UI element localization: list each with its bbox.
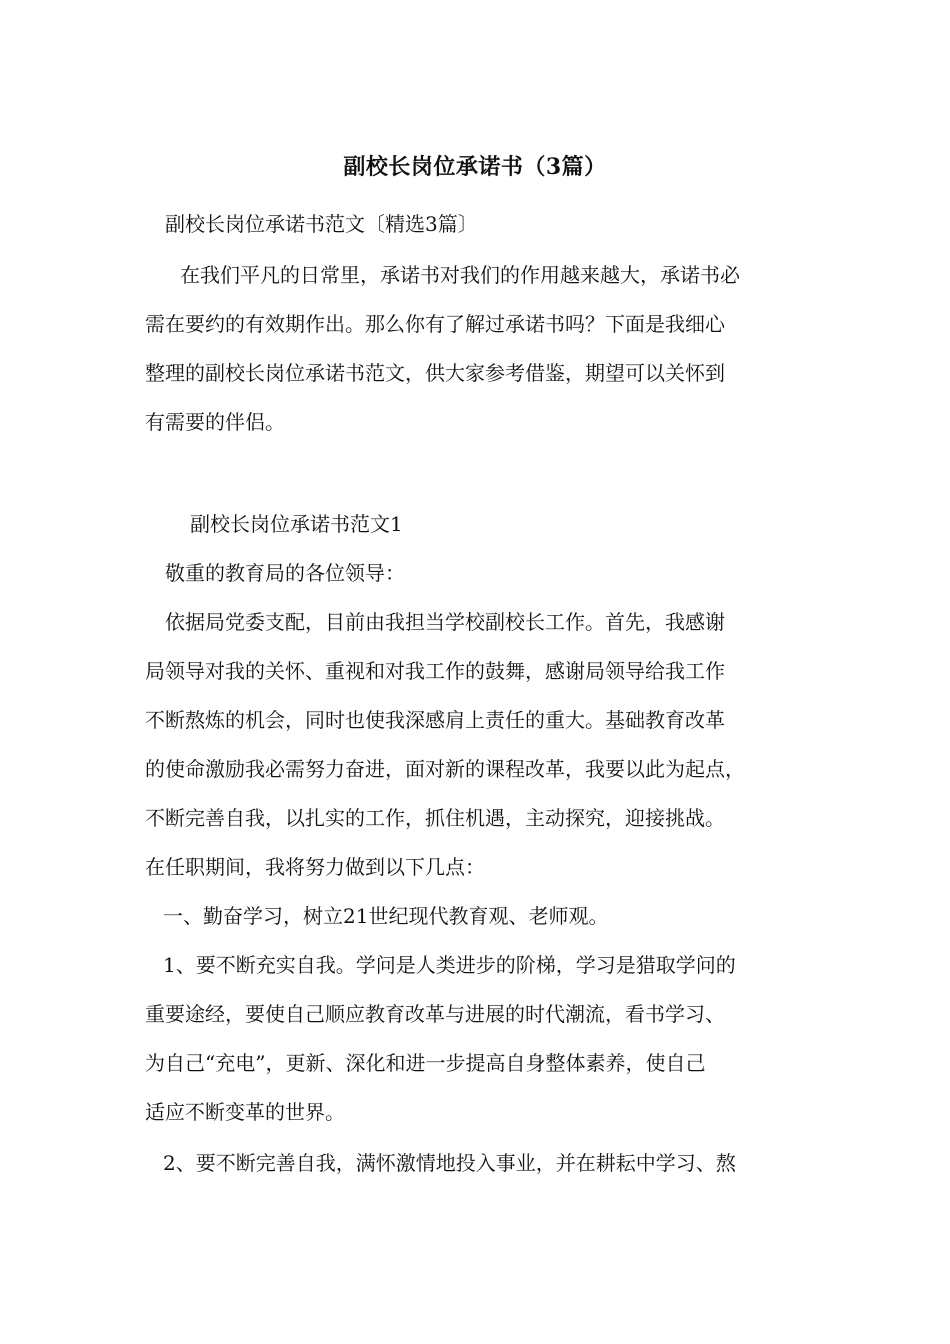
body-line: 不断完善自我，以扎实的工作，抓住机遇，主动探究，迎接挑战。 bbox=[145, 806, 725, 830]
body-line: 2、要不断完善自我，满怀激情地投入事业，并在耕耘中学习、熬 bbox=[163, 1151, 736, 1175]
body-line: 局领导对我的关怀、重视和对我工作的鼓舞，感谢局领导给我工作 bbox=[145, 659, 725, 683]
intro-line: 整理的副校长岗位承诺书范文，供大家参考借鉴，期望可以关怀到 bbox=[145, 361, 725, 385]
document-subtitle: 副校长岗位承诺书范文〔精选3篇〕 bbox=[165, 212, 478, 236]
intro-line: 有需要的伴侣。 bbox=[145, 410, 285, 434]
intro-line: 需在要约的有效期作出。那么你有了解过承诺书吗？下面是我细心 bbox=[145, 312, 725, 336]
body-line: 适应不断变革的世界。 bbox=[145, 1100, 345, 1124]
body-line: 重要途经，要使自己顺应教育改革与进展的时代潮流，看书学习、 bbox=[145, 1002, 725, 1026]
body-line: 1、要不断充实自我。学问是人类进步的阶梯，学习是猎取学问的 bbox=[163, 953, 736, 977]
body-line: 不断熬炼的机会，同时也使我深感肩上责任的重大。基础教育改革 bbox=[145, 708, 725, 732]
body-line: 在任职期间，我将努力做到以下几点： bbox=[145, 855, 485, 879]
intro-line: 在我们平凡的日常里，承诺书对我们的作用越来越大，承诺书必 bbox=[180, 263, 740, 287]
document-title: 副校长岗位承诺书（3篇） bbox=[343, 154, 607, 180]
body-line: 为自己“充电”，更新、深化和进一步提高自身整体素养，使自己 bbox=[145, 1051, 706, 1075]
salutation: 敬重的教育局的各位领导： bbox=[165, 561, 405, 585]
section-heading: 副校长岗位承诺书范文1 bbox=[190, 512, 403, 536]
body-line: 依据局党委支配，目前由我担当学校副校长工作。首先，我感谢 bbox=[165, 610, 725, 634]
body-line: 一、勤奋学习，树立21世纪现代教育观、老师观。 bbox=[163, 904, 609, 928]
body-line: 的使命激励我必需努力奋进，面对新的课程改革，我要以此为起点， bbox=[145, 757, 745, 781]
